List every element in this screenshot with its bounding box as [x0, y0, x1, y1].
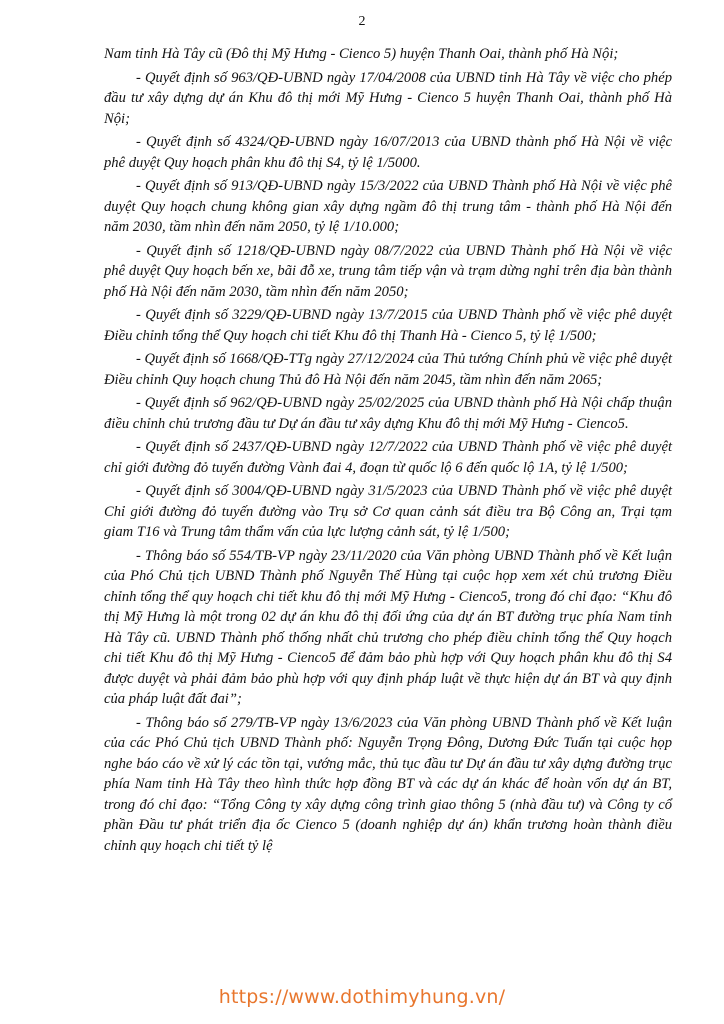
paragraph: - Quyết định số 1668/QĐ-TTg ngày 27/12/2024 của Thủ tướng Chính phủ về việc phê duyệt Điều chỉnh Quy hoạch chung Thủ đô Hà Nội đến năm 2045, tầm nhìn đến năm 2065; — [104, 351, 672, 388]
paragraph: - Thông báo số 279/TB-VP ngày 13/6/2023 của Văn phòng UBND Thành phố về Kết luận của các Phó Chủ tịch UBND Thành phố: Nguyễn Trọng Đông, Dương Đức Tuấn tại cuộc họp nghe báo cáo về xử lý các tồn tại, vướng mắc, thủ tục đầu tư Dự án đầu tư xây dựng đường trục phía Nam tỉnh Hà Tây theo hình thức hợp đồng BT và các dự án khác để hoàn vốn dự án BT, trong đó chỉ đạo: “Tổng Công ty xây dựng công trình giao thông 5 (nhà đầu tư) và Công ty cổ phần Đầu tư phát triển địa ốc Cienco 5 (doanh nghiệp dự án) khẩn trương hoàn thành điều chỉnh quy hoạch chi tiết tỷ lệ — [104, 714, 672, 854]
document-body — [104, 44, 672, 859]
paragraph: Nam tỉnh Hà Tây cũ (Đô thị Mỹ Hưng - Cienco 5) huyện Thanh Oai, thành phố Hà Nội; — [104, 46, 619, 62]
paragraph: - Quyết định số 963/QĐ-UBND ngày 17/04/2008 của UBND tỉnh Hà Tây về việc cho phép đầu tư xây dựng dự án Khu đô thị mới Mỹ Hưng - Cienco 5 huyện Thanh Oai, thành phố Hà Nội; — [104, 69, 672, 127]
paragraph: - Quyết định số 913/QĐ-UBND ngày 15/3/2022 của UBND Thành phố Hà Nội về việc phê duyệt Quy hoạch chung không gian xây dựng ngầm đô thị trung tâm - thành phố Hà Nội đến năm 2030, tầm nhìn đến năm 2050, tỷ lệ 1/10.000; — [104, 178, 672, 235]
paragraph: - Quyết định số 962/QĐ-UBND ngày 25/02/2025 của UBND thành phố Hà Nội chấp thuận điều chỉnh chủ trương đầu tư Dự án đầu tư xây dựng Khu đô thị mới Mỹ Hưng - Cienco5. — [104, 395, 672, 432]
page-number: 2 — [358, 14, 366, 29]
paragraph: - Quyết định số 3004/QĐ-UBND ngày 31/5/2023 của UBND Thành phố về việc phê duyệt Chỉ giới đường đỏ tuyến đường vào Trụ sở Cơ quan cảnh sát điều tra Bộ Công an, Trại tạm giam T16 và Trung tâm thẩm vấn của lực lượng cảnh sát, tỷ lệ 1/500; — [104, 483, 672, 540]
paragraph: - Quyết định số 3229/QĐ-UBND ngày 13/7/2015 của UBND Thành phố về việc phê duyệt Điều chỉnh tổng thể Quy hoạch chi tiết Khu đô thị Thanh Hà - Cienco 5, tỷ lệ 1/500; — [104, 307, 672, 344]
footer-website-link[interactable]: https://www.dothimyhung.vn/ — [218, 986, 506, 1008]
paragraph: - Quyết định số 4324/QĐ-UBND ngày 16/07/2013 của UBND thành phố Hà Nội về việc phê duyệt Quy hoạch phân khu đô thị S4, tỷ lệ 1/5000. — [104, 134, 672, 171]
paragraph: - Thông báo số 554/TB-VP ngày 23/11/2020 của Văn phòng UBND Thành phố về Kết luận của Phó Chủ tịch UBND Thành phố Nguyễn Thế Hùng tại cuộc họp xem xét chủ trương Điều chỉnh tổng thể quy hoạch chi tiết khu đô thị mới Mỹ Hưng - Cienco5, trong đó chỉ đạo: “Khu đô thị Mỹ Hưng là một trong 02 dự án khu đô thị đối ứng của dự án BT đường trục phía Nam tỉnh Hà Tây cũ. UBND Thành phố thống nhất chủ trương cho phép điều chỉnh tổng thể Quy hoạch chi tiết Khu đô thị Mỹ Hưng - Cienco5 để đảm bảo phù hợp với Quy hoạch phân khu đô thị S4 được duyệt và phải đảm bảo phù hợp với quy định pháp luật về thực hiện dự án BT và quy định của pháp luật đất đai”; — [104, 547, 672, 707]
paragraph: - Quyết định số 2437/QĐ-UBND ngày 12/7/2022 của UBND Thành phố về việc phê duyệt chỉ giới đường đỏ tuyến đường Vành đai 4, đoạn từ quốc lộ 6 đến quốc lộ 1A, tỷ lệ 1/500; — [104, 439, 672, 476]
paragraph: - Quyết định số 1218/QĐ-UBND ngày 08/7/2022 của UBND Thành phố Hà Nội về việc phê duyệt Quy hoạch bến xe, bãi đỗ xe, trung tâm tiếp vận và trạm dừng nghỉ trên địa bàn thành phố Hà Nội đến năm 2030, tầm nhìn đến năm 2050; — [104, 242, 672, 300]
